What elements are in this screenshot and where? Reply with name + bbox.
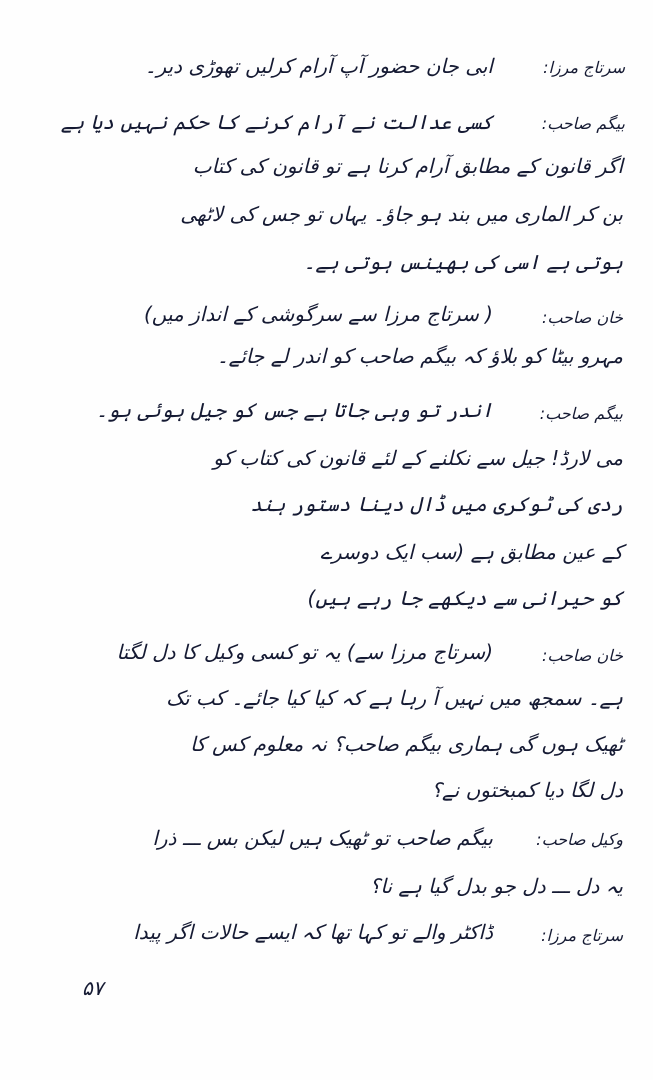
dialogue-line: بیگم صاحب تو ٹھیک ہیں لیکن بس ـــ ذرا bbox=[152, 826, 493, 850]
speaker-label: بیگم صاحب: bbox=[539, 404, 623, 423]
dialogue-line: اندر تو وہی جاتا ہے جس کو جیل ہوئی ہو۔ bbox=[95, 398, 493, 422]
dialogue-line: ہے۔ سمجھ میں نہیں آ رہا ہے کہ کیا کیا جائے۔ کب تک bbox=[166, 686, 623, 710]
dialogue-line: (سرتاج مرزا سے) یہ تو کسی وکیل کا دل لگتا bbox=[116, 640, 493, 664]
speaker-label: سرتاج مرزا: bbox=[543, 58, 625, 77]
speaker-label: خان صاحب: bbox=[541, 646, 623, 665]
dialogue-line: ردی کی ٹوکری میں ڈال دینا دستور ہند bbox=[250, 492, 623, 516]
dialogue-line: دل لگا دیا کمبختوں نے؟ bbox=[431, 778, 623, 802]
speaker-label: خان صاحب: bbox=[541, 308, 623, 327]
dialogue-line: مہرو بیٹا کو بلاؤ کہ بیگم صاحب کو اندر لے جائے۔ bbox=[216, 344, 623, 368]
dialogue-line: بن کر الماری میں بند ہو جاؤ۔ یہاں تو جس کی لاٹھی bbox=[180, 202, 623, 226]
dialogue-line: ٹھیک ہوں گی ہماری بیگم صاحب؟ نہ معلوم کس کا bbox=[190, 732, 623, 756]
speaker-label: سرتاج مرزا: bbox=[541, 926, 623, 945]
speaker-label: وکیل صاحب: bbox=[536, 830, 623, 849]
dialogue-line: ہوتی ہے اسی کی بھینس ہوتی ہے۔ bbox=[303, 250, 623, 274]
speaker-label: بیگم صاحب: bbox=[541, 114, 625, 133]
page-number: ۵۷ bbox=[82, 976, 104, 1000]
dialogue-line: یہ دل ـــ دل جو بدل گیا ہے نا؟ bbox=[369, 874, 623, 898]
dialogue-line: می لارڈ! جیل سے نکلنے کے لئے قانون کی کتاب کو bbox=[213, 446, 623, 470]
dialogue-line: کے عین مطابق ہے (سب ایک دوسرے bbox=[320, 540, 623, 564]
dialogue-line: کو حیرانی سے دیکھے جا رہے ہیں) bbox=[307, 586, 623, 610]
dialogue-line: ابی جان حضور آپ آرام کرلیں تھوڑی دیر۔ bbox=[144, 54, 493, 78]
dialogue-line: اگر قانون کے مطابق آرام کرنا ہے تو قانون کی کتاب bbox=[192, 154, 623, 178]
dialogue-line: کسی عدالت نے آرام کرنے کا حکم نہیں دیا ہے bbox=[60, 110, 493, 134]
dialogue-line: ڈاکٹر والے تو کہا تھا کہ ایسے حالات اگر پیدا bbox=[133, 920, 493, 944]
dialogue-line: ( سرتاج مرزا سے سرگوشی کے انداز میں) bbox=[143, 302, 493, 326]
